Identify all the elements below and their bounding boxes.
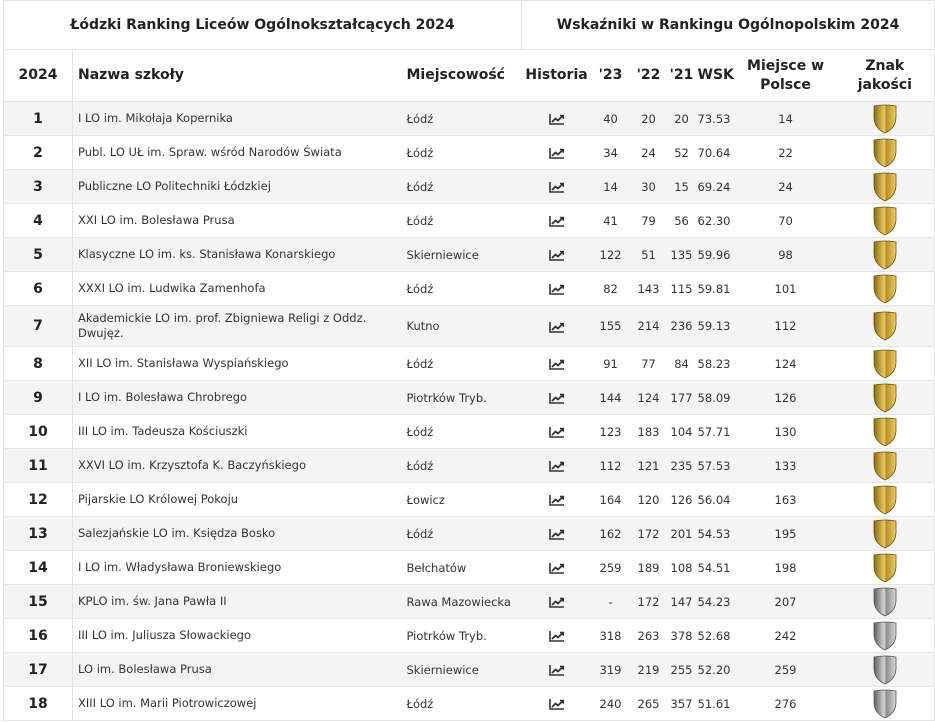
table-row [4, 381, 935, 415]
col-wsk-header[interactable]: WSK [696, 50, 736, 102]
poland-place-cell: 198 [736, 551, 836, 585]
wsk-cell: 58.23 [696, 347, 736, 381]
gold-shield-icon [872, 172, 898, 202]
rank-2021-cell: 15 [668, 170, 696, 204]
table-row [4, 136, 935, 170]
rank-cell: 18 [4, 687, 73, 721]
city-cell: Bełchatów [404, 551, 522, 585]
city-cell: Piotrków Tryb. [404, 619, 522, 653]
rank-2022-cell: 121 [630, 449, 668, 483]
city-cell: Skierniewice [404, 238, 522, 272]
table-row [4, 619, 935, 653]
quality-cell [836, 415, 935, 449]
trend-chart-icon[interactable] [549, 630, 565, 642]
rank-2023-cell: 14 [592, 170, 630, 204]
rank-cell: 14 [4, 551, 73, 585]
col-2023-header[interactable]: '23 [592, 50, 630, 102]
table-row [4, 347, 935, 381]
table-row [4, 653, 935, 687]
history-cell[interactable] [522, 170, 592, 204]
city-cell: Łódź [404, 449, 522, 483]
gold-shield-icon [872, 349, 898, 379]
gold-shield-icon [872, 451, 898, 481]
gold-shield-icon [872, 274, 898, 304]
col-rank-header[interactable]: 2024 [4, 50, 73, 102]
quality-cell [836, 306, 935, 347]
gold-shield-icon [872, 206, 898, 236]
poland-place-cell: 101 [736, 272, 836, 306]
poland-place-cell: 130 [736, 415, 836, 449]
city-cell: Kutno [404, 306, 522, 347]
school-name-cell[interactable]: Salezjańskie LO im. Księdza Bosko [73, 517, 404, 551]
city-cell: Łódź [404, 102, 522, 136]
rank-2021-cell: 104 [668, 415, 696, 449]
school-name-cell[interactable]: XII LO im. Stanisława Wyspiańskiego [73, 347, 404, 381]
rank-2021-cell: 135 [668, 238, 696, 272]
gold-shield-icon [872, 104, 898, 134]
school-name-cell[interactable]: Pijarskie LO Królowej Pokoju [73, 483, 404, 517]
table-row [4, 687, 935, 721]
rank-2022-cell: 172 [630, 517, 668, 551]
wsk-cell: 59.13 [696, 306, 736, 347]
rank-2022-cell: 214 [630, 306, 668, 347]
rank-cell: 10 [4, 415, 73, 449]
rank-2021-cell: 20 [668, 102, 696, 136]
gold-shield-icon [872, 519, 898, 549]
city-cell: Łódź [404, 136, 522, 170]
rank-2022-cell: 265 [630, 687, 668, 721]
rank-2022-cell: 79 [630, 204, 668, 238]
col-quality-header [836, 50, 935, 102]
quality-cell [836, 517, 935, 551]
rank-2023-cell: 91 [592, 347, 630, 381]
school-name-cell[interactable]: III LO im. Tadeusza Kościuszki [73, 415, 404, 449]
school-name-cell[interactable]: XXI LO im. Bolesława Prusa [73, 204, 404, 238]
gold-shield-icon [872, 417, 898, 447]
quality-cell [836, 449, 935, 483]
ranking-rows [4, 102, 935, 721]
school-name-cell[interactable]: Publ. LO UŁ im. Spraw. wśród Narodów Świata [73, 136, 404, 170]
rank-cell: 16 [4, 619, 73, 653]
wsk-cell: 57.71 [696, 415, 736, 449]
rank-cell: 9 [4, 381, 73, 415]
quality-cell [836, 483, 935, 517]
col-city-header[interactable]: Miejscowość [404, 50, 522, 102]
rank-2022-cell: 263 [630, 619, 668, 653]
rank-cell: 12 [4, 483, 73, 517]
silver-shield-icon [872, 689, 898, 719]
wsk-cell: 56.04 [696, 483, 736, 517]
school-name-cell[interactable]: LO im. Bolesława Prusa [73, 653, 404, 687]
history-cell[interactable] [522, 102, 592, 136]
col-history-header: Historia [522, 50, 592, 102]
quality-cell [836, 204, 935, 238]
school-name-cell[interactable]: I LO im. Mikołaja Kopernika [73, 102, 404, 136]
trend-chart-icon[interactable] [549, 528, 565, 540]
city-cell: Łódź [404, 272, 522, 306]
school-name-cell[interactable]: III LO im. Juliusza Słowackiego [73, 619, 404, 653]
city-cell: Łódź [404, 687, 522, 721]
col-poland-line2: Polsce [760, 76, 811, 93]
trend-chart-icon[interactable] [549, 426, 565, 438]
rank-cell: 7 [4, 306, 73, 347]
rank-cell: 6 [4, 272, 73, 306]
rank-2023-cell: 259 [592, 551, 630, 585]
trend-chart-icon[interactable] [549, 321, 565, 333]
rank-2023-cell: 318 [592, 619, 630, 653]
rank-2023-cell: 162 [592, 517, 630, 551]
quality-cell [836, 102, 935, 136]
col-2022-header[interactable]: '22 [630, 50, 668, 102]
rank-cell: 15 [4, 585, 73, 619]
quality-cell [836, 347, 935, 381]
rank-2022-cell: 30 [630, 170, 668, 204]
rank-2021-cell: 201 [668, 517, 696, 551]
trend-chart-icon[interactable] [549, 215, 565, 227]
city-cell: Łódź [404, 170, 522, 204]
rank-cell: 1 [4, 102, 73, 136]
col-name-header[interactable]: Nazwa szkoły [73, 50, 404, 102]
table-row [4, 551, 935, 585]
poland-place-cell: 24 [736, 170, 836, 204]
gold-shield-icon [872, 138, 898, 168]
rank-2023-cell: 82 [592, 272, 630, 306]
gold-shield-icon [872, 553, 898, 583]
history-cell[interactable] [522, 687, 592, 721]
table-top-header [4, 1, 935, 50]
poland-place-cell: 112 [736, 306, 836, 347]
poland-place-cell: 133 [736, 449, 836, 483]
history-cell[interactable] [522, 415, 592, 449]
history-cell[interactable] [522, 347, 592, 381]
school-name-cell[interactable]: XXXI LO im. Ludwika Zamenhofa [73, 272, 404, 306]
poland-place-cell: 207 [736, 585, 836, 619]
rank-2023-cell: 122 [592, 238, 630, 272]
history-cell[interactable] [522, 551, 592, 585]
gold-shield-icon [872, 485, 898, 515]
wsk-cell: 73.53 [696, 102, 736, 136]
rank-2023-cell: - [592, 585, 630, 619]
col-poland-line1: Miejsce w [747, 57, 825, 74]
rank-2023-cell: 164 [592, 483, 630, 517]
rank-2021-cell: 108 [668, 551, 696, 585]
poland-place-cell: 124 [736, 347, 836, 381]
poland-place-cell: 126 [736, 381, 836, 415]
rank-2021-cell: 378 [668, 619, 696, 653]
trend-chart-icon[interactable] [549, 460, 565, 472]
trend-chart-icon[interactable] [549, 358, 565, 370]
history-cell[interactable] [522, 449, 592, 483]
rank-2021-cell: 52 [668, 136, 696, 170]
school-name-cell[interactable]: Publiczne LO Politechniki Łódzkiej [73, 170, 404, 204]
rank-2021-cell: 56 [668, 204, 696, 238]
city-cell: Rawa Mazowiecka [404, 585, 522, 619]
history-cell[interactable] [522, 306, 592, 347]
col-quality-line2: jakości [857, 76, 912, 93]
wsk-cell: 54.23 [696, 585, 736, 619]
trend-chart-icon[interactable] [549, 698, 565, 710]
gold-shield-icon [872, 311, 898, 341]
table-row [4, 585, 935, 619]
trend-chart-icon[interactable] [549, 249, 565, 261]
wsk-cell: 62.30 [696, 204, 736, 238]
history-cell[interactable] [522, 619, 592, 653]
table-row [4, 483, 935, 517]
poland-place-cell: 163 [736, 483, 836, 517]
rank-2022-cell: 120 [630, 483, 668, 517]
history-cell[interactable] [522, 136, 592, 170]
rank-2021-cell: 84 [668, 347, 696, 381]
table-row [4, 306, 935, 347]
trend-chart-icon[interactable] [549, 562, 565, 574]
history-cell[interactable] [522, 238, 592, 272]
table-row [4, 517, 935, 551]
history-cell[interactable] [522, 483, 592, 517]
rank-2023-cell: 40 [592, 102, 630, 136]
ranking-table [3, 0, 935, 721]
wsk-cell: 59.81 [696, 272, 736, 306]
rank-2022-cell: 183 [630, 415, 668, 449]
rank-cell: 17 [4, 653, 73, 687]
quality-cell [836, 136, 935, 170]
rank-2022-cell: 24 [630, 136, 668, 170]
trend-chart-icon[interactable] [549, 664, 565, 676]
quality-cell [836, 619, 935, 653]
rank-2023-cell: 112 [592, 449, 630, 483]
rank-2023-cell: 34 [592, 136, 630, 170]
rank-2023-cell: 41 [592, 204, 630, 238]
city-cell: Łódź [404, 415, 522, 449]
rank-cell: 8 [4, 347, 73, 381]
quality-cell [836, 272, 935, 306]
poland-place-cell: 242 [736, 619, 836, 653]
rank-2022-cell: 189 [630, 551, 668, 585]
trend-chart-icon[interactable] [549, 181, 565, 193]
history-cell[interactable] [522, 204, 592, 238]
history-cell[interactable] [522, 381, 592, 415]
rank-cell: 13 [4, 517, 73, 551]
rank-cell: 3 [4, 170, 73, 204]
history-cell[interactable] [522, 517, 592, 551]
rank-2021-cell: 255 [668, 653, 696, 687]
rank-2021-cell: 147 [668, 585, 696, 619]
school-name-cell[interactable]: XXVI LO im. Krzysztofa K. Baczyńskiego [73, 449, 404, 483]
quality-cell [836, 381, 935, 415]
rank-cell: 5 [4, 238, 73, 272]
gold-shield-icon [872, 240, 898, 270]
wsk-cell: 51.61 [696, 687, 736, 721]
quality-cell [836, 585, 935, 619]
rank-2023-cell: 144 [592, 381, 630, 415]
table-row [4, 272, 935, 306]
wsk-cell: 54.51 [696, 551, 736, 585]
school-name-cell[interactable]: Klasyczne LO im. ks. Stanisława Konarskiego [73, 238, 404, 272]
regional-ranking-title: Łódzki Ranking Liceów Ogólnokształcących 2024 [4, 1, 522, 50]
table-row [4, 170, 935, 204]
trend-chart-icon[interactable] [549, 113, 565, 125]
rank-2023-cell: 319 [592, 653, 630, 687]
rank-2021-cell: 235 [668, 449, 696, 483]
table-row [4, 415, 935, 449]
poland-place-cell: 195 [736, 517, 836, 551]
poland-place-cell: 276 [736, 687, 836, 721]
table-row [4, 204, 935, 238]
rank-2021-cell: 177 [668, 381, 696, 415]
city-cell: Łódź [404, 204, 522, 238]
rank-2021-cell: 357 [668, 687, 696, 721]
rank-2022-cell: 143 [630, 272, 668, 306]
history-cell[interactable] [522, 585, 592, 619]
silver-shield-icon [872, 587, 898, 617]
history-cell[interactable] [522, 653, 592, 687]
quality-cell [836, 170, 935, 204]
rank-2021-cell: 115 [668, 272, 696, 306]
school-name-cell[interactable]: XIII LO im. Marii Piotrowiczowej [73, 687, 404, 721]
quality-cell [836, 687, 935, 721]
wsk-cell: 57.53 [696, 449, 736, 483]
poland-place-cell: 22 [736, 136, 836, 170]
rank-cell: 11 [4, 449, 73, 483]
quality-cell [836, 653, 935, 687]
table-row [4, 449, 935, 483]
quality-cell [836, 551, 935, 585]
wsk-cell: 52.20 [696, 653, 736, 687]
silver-shield-icon [872, 655, 898, 685]
rank-2021-cell: 236 [668, 306, 696, 347]
trend-chart-icon[interactable] [549, 596, 565, 608]
rank-2023-cell: 123 [592, 415, 630, 449]
wsk-cell: 52.68 [696, 619, 736, 653]
poland-place-cell: 14 [736, 102, 836, 136]
wsk-cell: 59.96 [696, 238, 736, 272]
trend-chart-icon[interactable] [549, 494, 565, 506]
trend-chart-icon[interactable] [549, 147, 565, 159]
table-row [4, 102, 935, 136]
col-quality-line1: Znak [865, 57, 905, 74]
poland-place-cell: 259 [736, 653, 836, 687]
silver-shield-icon [872, 621, 898, 651]
school-name-cell[interactable]: KPLO im. św. Jana Pawła II [73, 585, 404, 619]
school-name-cell[interactable]: I LO im. Władysława Broniewskiego [73, 551, 404, 585]
city-cell: Piotrków Tryb. [404, 381, 522, 415]
col-2021-header[interactable]: '21 [668, 50, 696, 102]
rank-2022-cell: 51 [630, 238, 668, 272]
table-row [4, 238, 935, 272]
national-indicators-title: Wskaźniki w Rankingu Ogólnopolskim 2024 [522, 1, 935, 50]
trend-chart-icon[interactable] [549, 392, 565, 404]
city-cell: Łowicz [404, 483, 522, 517]
rank-2023-cell: 240 [592, 687, 630, 721]
city-cell: Łódź [404, 517, 522, 551]
rank-cell: 2 [4, 136, 73, 170]
school-name-cell[interactable]: Akademickie LO im. prof. Zbigniewa Religi z Oddz. Dwujęz. [73, 306, 404, 347]
rank-cell: 4 [4, 204, 73, 238]
wsk-cell: 70.64 [696, 136, 736, 170]
rank-2022-cell: 77 [630, 347, 668, 381]
rank-2021-cell: 126 [668, 483, 696, 517]
trend-chart-icon[interactable] [549, 283, 565, 295]
rank-2022-cell: 219 [630, 653, 668, 687]
rank-2022-cell: 20 [630, 102, 668, 136]
rank-2023-cell: 155 [592, 306, 630, 347]
rank-2022-cell: 124 [630, 381, 668, 415]
poland-place-cell: 70 [736, 204, 836, 238]
poland-place-cell: 98 [736, 238, 836, 272]
column-header-row [4, 50, 935, 102]
quality-cell [836, 238, 935, 272]
wsk-cell: 69.24 [696, 170, 736, 204]
history-cell[interactable] [522, 272, 592, 306]
city-cell: Łódź [404, 347, 522, 381]
wsk-cell: 58.09 [696, 381, 736, 415]
rank-2022-cell: 172 [630, 585, 668, 619]
col-poland-place-header[interactable] [736, 50, 836, 102]
city-cell: Skierniewice [404, 653, 522, 687]
school-name-cell[interactable]: I LO im. Bolesława Chrobrego [73, 381, 404, 415]
wsk-cell: 54.53 [696, 517, 736, 551]
gold-shield-icon [872, 383, 898, 413]
